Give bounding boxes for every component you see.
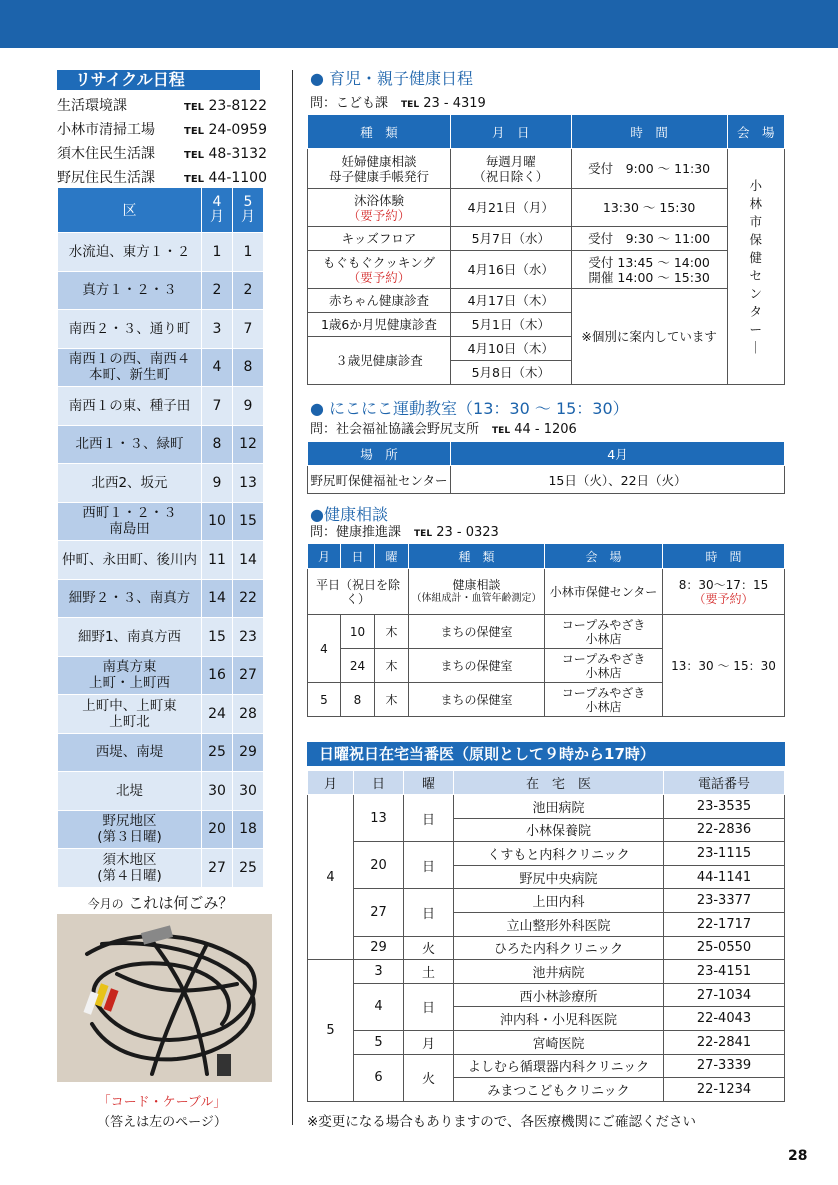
table-row xyxy=(58,810,264,849)
place-cell: 野尻町保健福祉センター xyxy=(308,466,451,494)
tel-label: TEL xyxy=(184,174,205,185)
doctor-phone-cell: 23-1115 xyxy=(664,842,785,866)
april-day-cell: 1 xyxy=(202,233,233,272)
area-cell: 北西１・３、緑町 xyxy=(58,425,202,464)
table-row xyxy=(58,772,264,811)
type-name: 健康相談 xyxy=(452,577,501,592)
doctor-phone-cell: 22-4043 xyxy=(664,1007,785,1031)
may-day-cell: 9 xyxy=(233,387,264,426)
doctor-phone-cell: 22-1234 xyxy=(664,1078,785,1102)
doctor-name-cell: 西小林診療所 xyxy=(454,983,664,1007)
dow-cell: 木 xyxy=(375,615,409,649)
childcare-header-row xyxy=(308,115,785,149)
doctor-name-cell: 野尻中央病院 xyxy=(454,865,664,889)
contact-label: 問：社会福祉協議会野尻支所 xyxy=(310,422,480,437)
may-day-cell: 18 xyxy=(233,810,264,849)
doctor-name-cell: 沖内科・小児科医院 xyxy=(454,1007,664,1031)
childcare-table xyxy=(307,114,785,385)
area-cell: 細野1、南真方西 xyxy=(58,618,202,657)
contact-tel xyxy=(184,142,267,166)
header-area: 区 xyxy=(58,188,202,233)
dow-cell: 火 xyxy=(404,1054,454,1101)
doctor-phone-cell: 22-1717 xyxy=(664,912,785,936)
doctor-phone-cell: 22-2836 xyxy=(664,818,785,842)
doctor-name-cell: くすもと内科クリニック xyxy=(454,842,664,866)
header-venue: 会 場 xyxy=(545,544,663,569)
may-day-cell: 28 xyxy=(233,695,264,734)
exercise-table xyxy=(307,441,785,494)
table-row xyxy=(58,618,264,657)
table-row xyxy=(308,227,785,251)
month-cell: 5 xyxy=(308,960,354,1102)
header-day: 日 xyxy=(341,544,375,569)
doctors-note: ※変更になる場合もありますので、各医療機関にご確認ください xyxy=(307,1114,697,1130)
header-time: 時 間 xyxy=(571,115,727,149)
table-row xyxy=(58,233,264,272)
gomi-answer-note: （答えは左のページ） xyxy=(97,1115,227,1130)
may-day-cell: 13 xyxy=(233,464,264,503)
area-cell: 南真方東 上町・上町西 xyxy=(58,656,202,695)
dates-cell: 15日（火）、22日（火） xyxy=(451,466,785,494)
type-cell xyxy=(308,251,451,289)
header-place: 場 所 xyxy=(308,442,451,466)
type-cell xyxy=(409,569,545,615)
type-name: 沐浴体験 xyxy=(353,192,404,208)
dow-cell: 月 xyxy=(404,1030,454,1054)
day-cell: 13 xyxy=(354,795,404,842)
table-row xyxy=(58,849,264,888)
table-row xyxy=(58,271,264,310)
time-cell: 13：30 ～ 15：30 xyxy=(663,615,785,717)
tel-number: 48-3132 xyxy=(208,146,267,162)
table-row xyxy=(308,615,785,649)
day-cell: 4 xyxy=(354,983,404,1030)
header-doctor: 在 宅 医 xyxy=(454,771,664,795)
april-day-cell: 24 xyxy=(202,695,233,734)
may-day-cell: 1 xyxy=(233,233,264,272)
table-row xyxy=(58,656,264,695)
type-cell: まちの保健室 xyxy=(409,615,545,649)
april-day-cell: 15 xyxy=(202,618,233,657)
time-cell: ※個別に案内しています xyxy=(571,289,727,385)
table-row xyxy=(58,733,264,772)
table-row xyxy=(58,387,264,426)
tel-number: 24-0959 xyxy=(208,122,267,138)
header-day: 日 xyxy=(354,771,404,795)
dow-cell: 日 xyxy=(404,842,454,889)
doctor-phone-cell: 25-0550 xyxy=(664,936,785,960)
april-day-cell: 3 xyxy=(202,310,233,349)
header-type: 種 類 xyxy=(409,544,545,569)
header-venue: 会 場 xyxy=(727,115,784,149)
tel-number: 44-1100 xyxy=(208,170,267,186)
header-type: 種 類 xyxy=(308,115,451,149)
area-cell: 南西１の東、種子田 xyxy=(58,387,202,426)
tel-label: TEL xyxy=(184,102,205,113)
header-month: 月 xyxy=(308,544,341,569)
area-cell: 西堤、南堤 xyxy=(58,733,202,772)
table-row xyxy=(308,889,785,913)
table-row xyxy=(58,464,264,503)
type-cell: 赤ちゃん健康診査 xyxy=(308,289,451,313)
doctor-name-cell: 上田内科 xyxy=(454,889,664,913)
contact-name: 小林市清掃工場 xyxy=(57,122,155,138)
recycle-title: リサイクル日程 xyxy=(57,70,260,90)
header-phone: 電話番号 xyxy=(664,771,785,795)
contact-name: 須木住民生活課 xyxy=(57,146,155,162)
time-lines: 受付 13:45 ～ 14:00 開催 14:00 ～ 15:30 xyxy=(588,254,710,285)
table-row xyxy=(58,541,264,580)
day-cell: 5 xyxy=(354,1030,404,1054)
may-day-cell: 25 xyxy=(233,849,264,888)
venue-cell: コープみやざき 小林店 xyxy=(545,649,663,683)
doctor-phone-cell: 23-3377 xyxy=(664,889,785,913)
dow-cell: 日 xyxy=(404,983,454,1030)
table-row xyxy=(308,569,785,615)
column-divider xyxy=(292,70,293,1125)
tel-number: 23 - 4319 xyxy=(423,96,486,111)
table-row xyxy=(58,579,264,618)
date-cell: 毎週月曜 （祝日除く） xyxy=(450,149,571,189)
may-day-cell: 14 xyxy=(233,541,264,580)
dow-cell: 木 xyxy=(375,649,409,683)
tel-label: TEL xyxy=(401,100,420,110)
type-cell: キッズフロア xyxy=(308,227,451,251)
doctor-phone-cell: 27-3339 xyxy=(664,1054,785,1078)
month-cell: 4 xyxy=(308,795,354,960)
header-month: 4月 xyxy=(451,442,785,466)
day-cell: 3 xyxy=(354,960,404,984)
venue-cell: コープみやざき 小林店 xyxy=(545,615,663,649)
table-row xyxy=(308,936,785,960)
april-day-cell: 4 xyxy=(202,348,233,387)
date-cell: 5月8日（木） xyxy=(450,361,571,385)
doctors-header-row xyxy=(308,771,785,795)
april-day-cell: 11 xyxy=(202,541,233,580)
april-day-cell: 25 xyxy=(202,733,233,772)
area-cell: 野尻地区 (第３日曜) xyxy=(58,810,202,849)
table-row xyxy=(308,466,785,494)
reservation-note: （要予約） xyxy=(693,591,754,606)
tel-label: TEL xyxy=(184,126,205,137)
doctors-table xyxy=(307,770,785,1102)
type-cell: 妊婦健康相談 母子健康手帳発行 xyxy=(308,149,451,189)
doctor-name-cell: 池田病院 xyxy=(454,795,664,819)
tel-label: TEL xyxy=(492,426,511,436)
gomi-answer: 「コード・ケーブル」 xyxy=(97,1095,227,1110)
date-cell: 4月16日（水） xyxy=(450,251,571,289)
day-cell: 20 xyxy=(354,842,404,889)
may-day-cell: 2 xyxy=(233,271,264,310)
date-cell: 4月21日（月） xyxy=(450,189,571,227)
header-date: 月 日 xyxy=(450,115,571,149)
table-row xyxy=(308,1030,785,1054)
doctor-name-cell: ひろた内科クリニック xyxy=(454,936,664,960)
table-row xyxy=(308,842,785,866)
header-month: 月 xyxy=(308,771,354,795)
contact-tel xyxy=(184,94,267,118)
doctor-phone-cell: 44-1141 xyxy=(664,865,785,889)
may-day-cell: 22 xyxy=(233,579,264,618)
doctor-name-cell: よしむら循環器内科クリニック xyxy=(454,1054,664,1078)
tel-label: TEL xyxy=(414,529,433,539)
venue-cell: 小林市保健センター xyxy=(545,569,663,615)
cable-photo xyxy=(57,914,272,1082)
may-day-cell: 30 xyxy=(233,772,264,811)
reservation-note: （要予約） xyxy=(347,207,411,223)
may-day-cell: 15 xyxy=(233,502,264,541)
day-cell: 27 xyxy=(354,889,404,936)
april-day-cell: 30 xyxy=(202,772,233,811)
gomi-prefix: 今月の xyxy=(87,897,124,911)
area-cell: 上町中、上町東 上町北 xyxy=(58,695,202,734)
day-cell: 10 xyxy=(341,615,375,649)
recycle-contacts xyxy=(57,94,267,190)
dow-cell: 木 xyxy=(375,683,409,717)
dow-cell: 日 xyxy=(404,795,454,842)
date-cell: 5月7日（水） xyxy=(450,227,571,251)
time-value: 8：30～17：15 xyxy=(678,577,769,592)
header-dow: 曜 xyxy=(375,544,409,569)
april-day-cell: 7 xyxy=(202,387,233,426)
exercise-contact xyxy=(310,418,577,437)
header-april: 4 月 xyxy=(202,188,233,233)
table-row xyxy=(58,425,264,464)
contact-row xyxy=(57,94,267,118)
venue-cell xyxy=(727,149,784,385)
table-row xyxy=(58,695,264,734)
health-header-row xyxy=(308,544,785,569)
childcare-title: ● 育児・親子健康日程 xyxy=(310,69,474,88)
may-day-cell: 23 xyxy=(233,618,264,657)
doctor-phone-cell: 22-2841 xyxy=(664,1030,785,1054)
april-day-cell: 2 xyxy=(202,271,233,310)
april-day-cell: 9 xyxy=(202,464,233,503)
contact-row xyxy=(57,142,267,166)
contact-tel xyxy=(184,118,267,142)
doctor-name-cell: 宮崎医院 xyxy=(454,1030,664,1054)
area-cell: 北堤 xyxy=(58,772,202,811)
may-day-cell: 12 xyxy=(233,425,264,464)
table-row xyxy=(58,310,264,349)
area-cell: 水流迫、東方１・２ xyxy=(58,233,202,272)
may-day-cell: 8 xyxy=(233,348,264,387)
day-cell: 8 xyxy=(341,683,375,717)
doctor-name-cell: 立山整形外科医院 xyxy=(454,912,664,936)
type-name: もぐもぐクッキング xyxy=(322,254,436,270)
area-cell: 南西１の西、南西４ 本町、新生町 xyxy=(58,348,202,387)
tel-number: 23-8122 xyxy=(208,98,267,114)
venue-vertical-text: 小 林 市 保 健 セ ン タ ー ｜ xyxy=(749,177,763,355)
doctors-banner: 日曜祝日在宅当番医（原則として９時から17時） xyxy=(307,742,785,766)
doctor-phone-cell: 23-3535 xyxy=(664,795,785,819)
april-day-cell: 16 xyxy=(202,656,233,695)
header-dow: 曜 xyxy=(404,771,454,795)
day-cell: 6 xyxy=(354,1054,404,1101)
doctor-name-cell: みまつこどもクリニック xyxy=(454,1078,664,1102)
dow-cell: 日 xyxy=(404,889,454,936)
time-cell: 受付 9:00 ～ 11:30 xyxy=(571,149,727,189)
cable-illustration xyxy=(57,914,272,1082)
page-number: 28 xyxy=(788,1148,808,1164)
doctor-phone-cell: 27-1034 xyxy=(664,983,785,1007)
table-row xyxy=(308,149,785,189)
health-contact xyxy=(310,521,499,540)
table-row xyxy=(308,960,785,984)
table-row xyxy=(58,502,264,541)
table-row xyxy=(308,983,785,1007)
recycle-table xyxy=(57,187,264,888)
month-cell: 5 xyxy=(308,683,341,717)
time-cell xyxy=(571,251,727,289)
contact-row xyxy=(57,118,267,142)
table-row xyxy=(308,251,785,289)
weekday-cell: 平日（祝日を除く） xyxy=(308,569,409,615)
exercise-title: ● にこにこ運動教室（13：30 ～ 15：30） xyxy=(310,399,629,418)
gomi-question: これは何ごみ？ xyxy=(128,894,234,912)
day-cell: 24 xyxy=(341,649,375,683)
table-row xyxy=(58,348,264,387)
gomi-quiz-title xyxy=(57,892,264,913)
doctor-name-cell: 池井病院 xyxy=(454,960,664,984)
area-cell: 須木地区 (第４日曜) xyxy=(58,849,202,888)
table-row xyxy=(308,795,785,819)
type-cell: ３歳児健康診査 xyxy=(308,337,451,385)
table-row xyxy=(308,289,785,313)
date-cell: 4月17日（木） xyxy=(450,289,571,313)
may-day-cell: 7 xyxy=(233,310,264,349)
may-day-cell: 27 xyxy=(233,656,264,695)
may-day-cell: 29 xyxy=(233,733,264,772)
april-day-cell: 27 xyxy=(202,849,233,888)
type-cell: まちの保健室 xyxy=(409,649,545,683)
type-cell xyxy=(308,189,451,227)
area-cell: 西町１・２・３ 南島田 xyxy=(58,502,202,541)
header-time: 時 間 xyxy=(663,544,785,569)
time-cell: 受付 9:30 ～ 11:00 xyxy=(571,227,727,251)
area-cell: 北西2、坂元 xyxy=(58,464,202,503)
gomi-answer-block xyxy=(57,1093,267,1133)
tel-number: 23 - 0323 xyxy=(436,525,499,540)
day-cell: 29 xyxy=(354,936,404,960)
time-cell: 13:30 ～ 15:30 xyxy=(571,189,727,227)
april-day-cell: 10 xyxy=(202,502,233,541)
childcare-contact xyxy=(310,92,486,111)
table-row xyxy=(308,189,785,227)
area-cell: 仲町、永田町、後川内 xyxy=(58,541,202,580)
venue-cell: コープみやざき 小林店 xyxy=(545,683,663,717)
doctor-name-cell: 小林保養院 xyxy=(454,818,664,842)
april-day-cell: 20 xyxy=(202,810,233,849)
health-table xyxy=(307,543,785,717)
dow-cell: 土 xyxy=(404,960,454,984)
date-cell: 4月10日（木） xyxy=(450,337,571,361)
area-cell: 細野２・３、南真方 xyxy=(58,579,202,618)
type-cell: まちの保健室 xyxy=(409,683,545,717)
date-cell: 5月1日（木） xyxy=(450,313,571,337)
area-cell: 南西２・３、通り町 xyxy=(58,310,202,349)
tel-label: TEL xyxy=(184,150,205,161)
april-day-cell: 8 xyxy=(202,425,233,464)
area-cell: 真方１・２・３ xyxy=(58,271,202,310)
header-may: 5 月 xyxy=(233,188,264,233)
doctor-phone-cell: 23-4151 xyxy=(664,960,785,984)
health-title: ●健康相談 xyxy=(310,505,388,524)
exercise-header-row xyxy=(308,442,785,466)
april-day-cell: 14 xyxy=(202,579,233,618)
recycle-header-row xyxy=(58,188,264,233)
contact-name: 野尻住民生活課 xyxy=(57,170,155,186)
top-banner xyxy=(0,0,838,48)
dow-cell: 火 xyxy=(404,936,454,960)
tel-number: 44 - 1206 xyxy=(514,422,577,437)
contact-label: 問：こども課 xyxy=(310,96,389,111)
month-cell: 4 xyxy=(308,615,341,683)
table-row xyxy=(308,1054,785,1078)
time-cell xyxy=(663,569,785,615)
contact-label: 問：健康推進課 xyxy=(310,525,402,540)
reservation-note: （要予約） xyxy=(347,269,411,285)
type-sub: （体組成計・血管年齢測定） xyxy=(411,592,542,604)
type-cell: 1歳6か月児健康診査 xyxy=(308,313,451,337)
contact-name: 生活環境課 xyxy=(57,98,127,114)
